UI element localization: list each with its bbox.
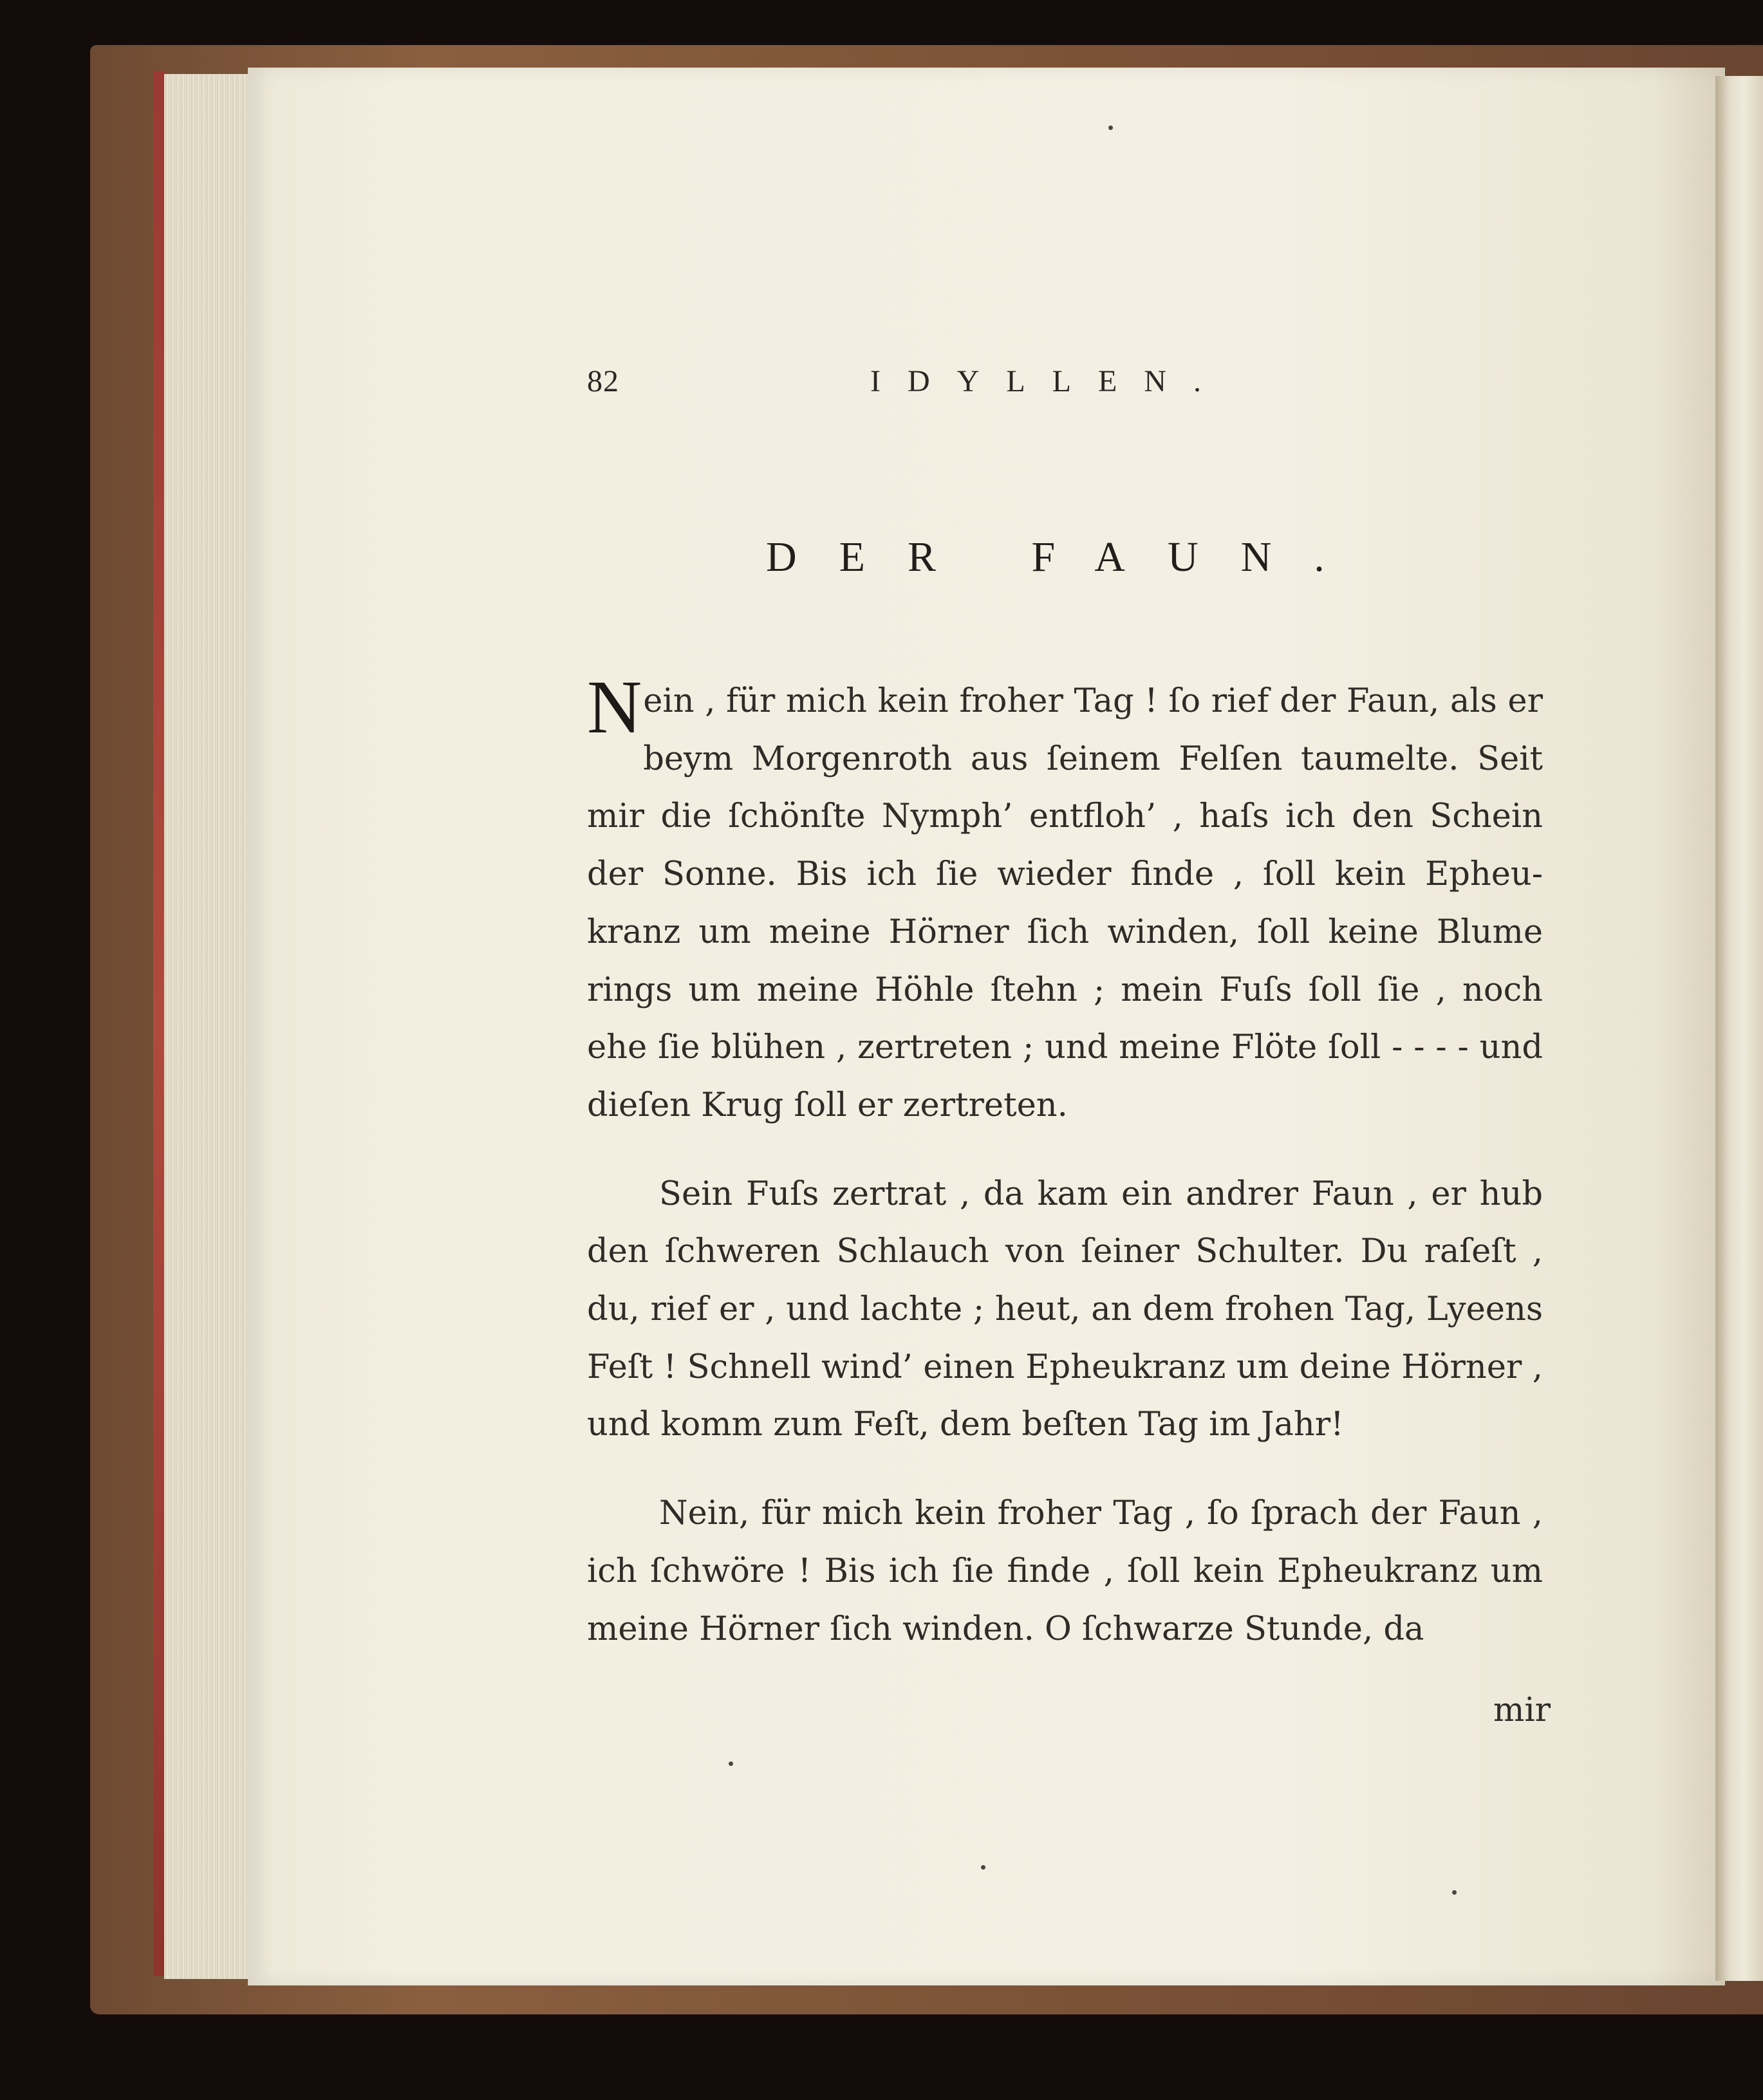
paragraph-1 — [587, 665, 1543, 1135]
running-title: IDYLLEN. — [870, 364, 1228, 398]
facing-page-edge — [1715, 76, 1763, 1981]
catchword: mir — [1493, 1691, 1551, 1729]
paragraph-3: Nein, für mich kein froher Tag , ſo ſprach der Faun , ich ſchwöre ! Bis ich ſie finde , ſoll kein Epheukranz um meine Hörner ſich winden. O ſchwarze Stunde, da — [587, 1494, 1543, 1648]
body-text — [587, 665, 1543, 1658]
paper-speck — [981, 1865, 985, 1870]
paper-speck — [1452, 1890, 1457, 1895]
paragraph-1-text: ein , für mich kein froher Tag ! ſo rief der Faun, als er beym Morgenroth aus ſeinem Felſen taumelte. Seit mir die ſchönſte Nymph’ entfloh’ , haſs ich den Schein der Sonne. Bis ich ſie wieder finde , ſoll kein Epheu- kranz um meine Hörner ſich winden, ſoll keine Blume rings um meine Höhle ſtehn ; mein Fuſs ſoll ſie , noch ehe ſie blühen , zertreten ; und meine Flöte ſoll - - - - und dieſen Krug ſoll er zertreten. — [587, 682, 1543, 1124]
running-head — [587, 364, 1263, 409]
paragraph-2: Sein Fuſs zertrat , da kam ein andrer Faun , er hub den ſchweren Schlauch von ſeiner Schulter. Du raſeſt , du, rief er , und lachte ; heut, an dem frohen Tag, Lyeens Feſt ! Schnell wind’ einen Epheukranz um deine Hörner , und komm zum Feſt, dem beſten Tag im Jahr! — [587, 1175, 1543, 1444]
page-number: 82 — [587, 364, 619, 398]
page-stack-edge — [164, 74, 254, 1979]
paper-speck — [729, 1761, 733, 1766]
chapter-title: DER FAUN. — [766, 534, 1367, 581]
drop-cap: N — [587, 665, 642, 749]
paper-speck — [1108, 125, 1113, 130]
